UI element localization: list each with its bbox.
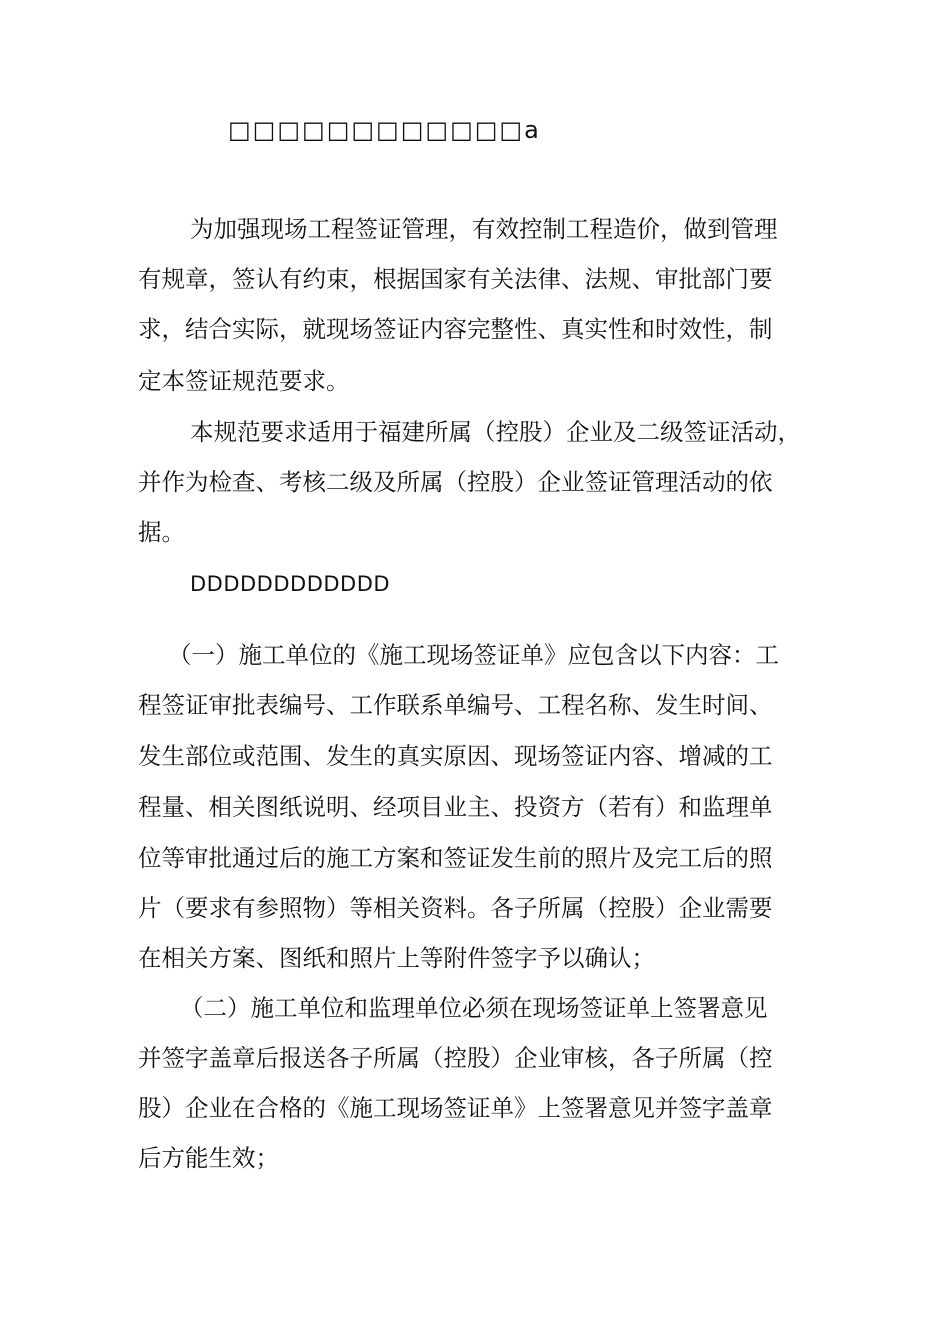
paragraph-line: 求，结合实际，就现场签证内容完整性、真实性和时效性，制 [138,315,773,343]
paragraph-line: 程签证审批表编号、工作联系单编号、工程名称、发生时间、 [138,691,773,719]
paragraph-line: （二）施工单位和监理单位必须在现场签证单上签署意见 [180,994,768,1022]
paragraph-line: 定本签证规范要求。 [138,367,350,395]
paragraph-line: 为加强现场工程签证管理，有效控制工程造价，做到管理 [190,215,778,243]
section-heading: DDDDDDDDDDDD [190,572,391,596]
paragraph-line: 后方能生效； [138,1144,279,1172]
document-heading: □□□□□□□□□□□□a [228,116,541,144]
paragraph-line: 位等审批通过后的施工方案和签证发生前的照片及完工后的照 [138,844,773,872]
paragraph-line: 并作为检查、考核二级及所属（控股）企业签证管理活动的依 [138,468,773,496]
paragraph-line: 有规章，签认有约束，根据国家有关法律、法规、审批部门要 [138,265,773,293]
paragraph-line: 程量、相关图纸说明、经项目业主、投资方（若有）和监理单 [138,793,773,821]
paragraph-line: 股）企业在合格的《施工现场签证单》上签署意见并签字盖章 [138,1094,773,1122]
paragraph-line: 并签字盖章后报送各子所属（控股）企业审核，各子所属（控 [138,1044,773,1072]
paragraph-line: 发生部位或范围、发生的真实原因、现场签证内容、增减的工 [138,742,773,770]
paragraph-line: 片（要求有参照物）等相关资料。各子所属（控股）企业需要 [138,894,773,922]
paragraph-line: 本规范要求适用于福建所属（控股）企业及二级签证活动， [190,418,801,446]
paragraph-line: 据。 [138,518,185,546]
paragraph-line: 在相关方案、图纸和照片上等附件签字予以确认； [138,944,655,972]
paragraph-line: （一）施工单位的《施工现场签证单》应包含以下内容：工 [168,641,779,669]
